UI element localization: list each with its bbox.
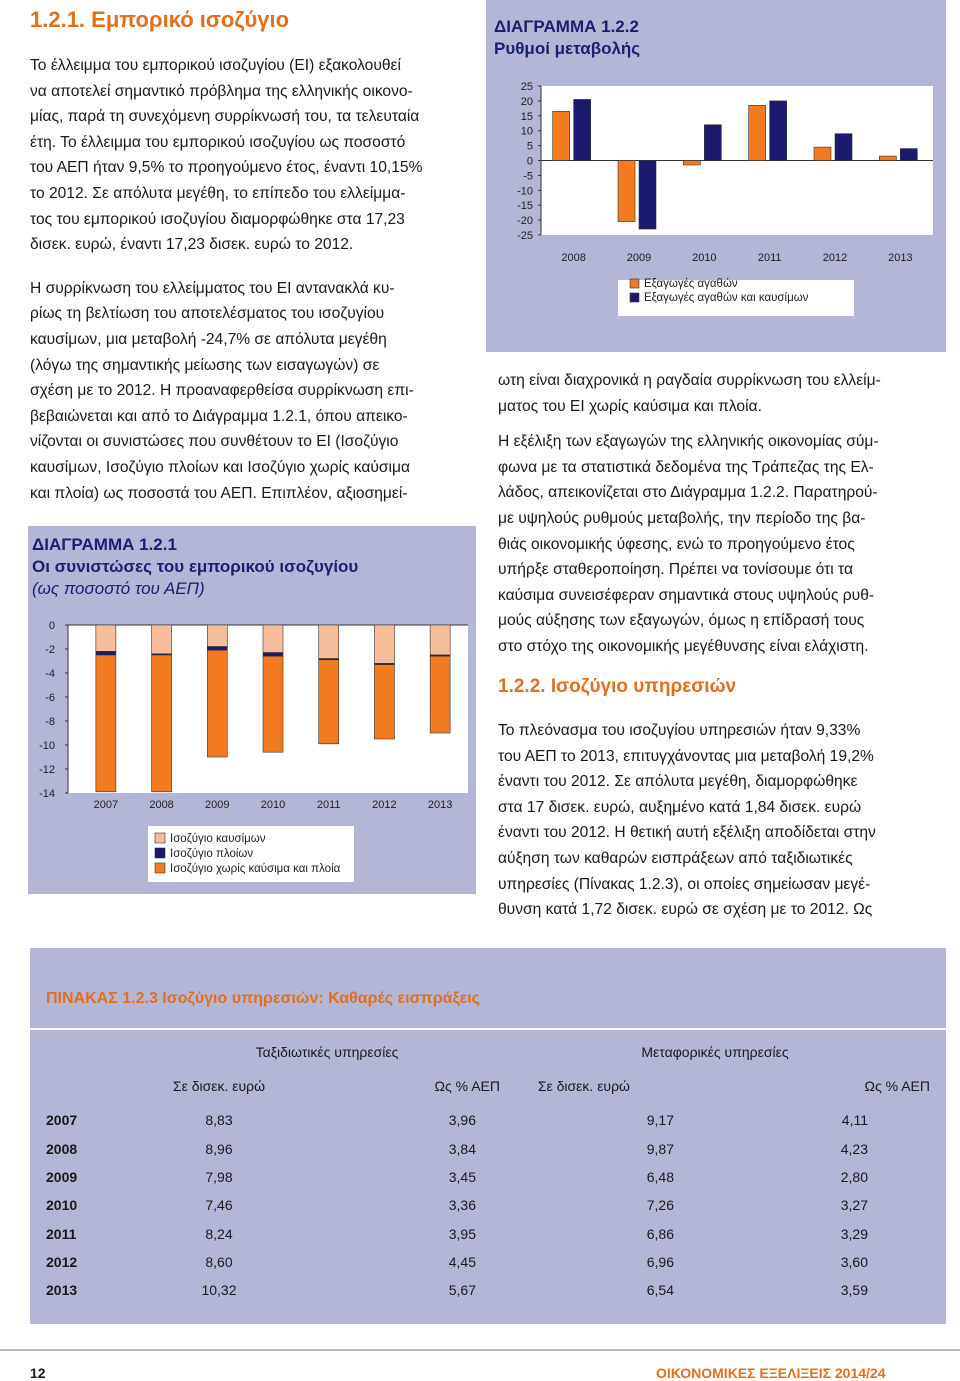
legend-swatch xyxy=(155,863,165,873)
y-tick-label: -15 xyxy=(517,200,533,213)
bar-2012-series-2 xyxy=(374,665,394,739)
bar-2009-series-0 xyxy=(207,625,227,647)
text-line: ρίως τη βελτίωση του αποτελέσματος του ισοζυγίου xyxy=(30,305,385,323)
text-line: τος του εμπορικού ισοζυγίου διαμορφώθηκε στα 17,23 xyxy=(30,210,405,228)
bar-2013-series-0 xyxy=(879,156,896,160)
diagram-1-2-1-subtitle: (ως ποσοστό του ΑΕΠ) xyxy=(32,579,205,598)
x-tick-label: 2010 xyxy=(692,252,717,264)
text-line: θιάς οικονομικής ύφεσης, ενώ το προηγούμενο έτος xyxy=(498,535,855,553)
y-tick-label: -4 xyxy=(45,668,55,680)
text-line: με υψηλούς ρυθμούς μεταβολής, την περίοδο της βα- xyxy=(498,509,866,527)
y-tick-label: -8 xyxy=(45,716,55,728)
text-line: Το έλλειμμα του εμπορικού ισοζυγίου (ΕΙ) εξακολουθεί xyxy=(30,57,401,74)
text-line: φωνα με τα στατιστικά δεδομένα της Τράπεζας της Ελ- xyxy=(498,458,874,476)
y-tick-label: 15 xyxy=(520,110,533,123)
bar-2008-series-1 xyxy=(574,99,591,160)
table-cell: 3,29 xyxy=(840,1225,868,1242)
diagram-1-2-2-chart xyxy=(486,0,946,352)
table-cell: 7,46 xyxy=(205,1197,233,1214)
table-cell: 10,32 xyxy=(201,1282,237,1299)
row-year: 2007 xyxy=(46,1112,78,1129)
bar-2012-series-0 xyxy=(374,625,394,663)
footer-rule xyxy=(0,1349,960,1351)
paragraph-deficit-trend xyxy=(498,368,930,419)
table-cell: 6,86 xyxy=(646,1225,674,1242)
bar-2012-series-0 xyxy=(814,147,831,160)
bar-2013-series-1 xyxy=(900,149,917,161)
table-row xyxy=(46,1106,930,1134)
text-line: του ΑΕΠ ήταν 9,5% το προηγούμενο έτος, έναντι 10,15% xyxy=(30,159,423,177)
table-row xyxy=(46,1248,930,1276)
table-cell: 3,45 xyxy=(448,1169,476,1186)
text-line: Η συρρίκνωση του ελλείμματος του ΕΙ αντανακλά κυ- xyxy=(30,279,395,297)
x-tick-label: 2011 xyxy=(757,252,782,264)
text-line: Το πλεόνασμα του ισοζυγίου υπηρεσιών ήταν 9,33% xyxy=(498,722,861,739)
y-tick-label: -5 xyxy=(523,170,533,183)
paragraph-trade-deficit xyxy=(30,53,463,258)
text-line: νίζονται οι συνιστώσες που συνθέτουν το ΕΙ (Ισοζύγιο xyxy=(30,433,399,451)
legend-label: Ισοζύγιο πλοίων xyxy=(170,848,254,860)
row-year: 2012 xyxy=(46,1253,78,1270)
row-year: 2013 xyxy=(46,1282,78,1299)
text-line: και πλοία) ως ποσοστά του ΑΕΠ. Επιπλέον, αξιοσημεί- xyxy=(30,484,408,502)
row-year: 2009 xyxy=(46,1169,78,1186)
table-cell: 3,36 xyxy=(448,1197,476,1214)
table-cell: 8,83 xyxy=(205,1112,233,1129)
table-cell: 9,17 xyxy=(646,1112,674,1129)
bar-2012-series-1 xyxy=(835,134,852,161)
table-cell: 7,98 xyxy=(205,1169,233,1186)
table-cell: 4,23 xyxy=(840,1140,868,1157)
table-1-2-3-panel xyxy=(30,948,946,1324)
bar-2010-series-1 xyxy=(704,125,721,161)
group-header-transport: Μεταφορικές υπηρεσίες xyxy=(641,1044,789,1061)
bar-2010-series-1 xyxy=(263,653,283,657)
services-table xyxy=(46,1038,930,1304)
text-line: στα 17 δισεκ. ευρώ, αυξημένο κατά 1,84 δισεκ. ευρώ xyxy=(498,798,862,816)
legend-swatch xyxy=(155,833,165,843)
text-line: έναντι του 2012. Σε απόλυτα μεγέθη, διαμορφώθηκε xyxy=(498,773,858,791)
text-line: λάδος, απεικονίζεται στο Διάγραμμα 1.2.2. Παρατηρού- xyxy=(498,484,878,502)
diagram-1-2-1-title: Οι συνιστώσες του εμπορικού ισοζυγίου xyxy=(32,557,359,576)
table-title: ΠΙΝΑΚΑΣ 1.2.3 Ισοζύγιο υπηρεσιών: Καθαρές εισπράξεις xyxy=(46,990,480,1007)
table-cell: 3,96 xyxy=(448,1112,476,1129)
text-line: καυσίμων, μια μεταβολή -24,7% σε απόλυτα μεγέθη xyxy=(30,330,387,348)
x-tick-label: 2010 xyxy=(260,799,286,811)
table-cell: 8,24 xyxy=(205,1225,233,1242)
bar-2008-series-2 xyxy=(152,655,172,792)
diagram-1-2-1-label: ΔΙΑΓΡΑΜΜΑ 1.2.1 xyxy=(32,535,177,554)
publication-name xyxy=(656,1365,885,1381)
text-line: Η εξέλιξη των εξαγωγών της ελληνικής οικονομίας σύμ- xyxy=(498,433,879,451)
x-tick-label: 2008 xyxy=(149,799,174,811)
row-year: 2011 xyxy=(46,1225,77,1242)
y-tick-label: -20 xyxy=(517,215,533,228)
text-line: στο στόχο της οικονομικής μεγέθυνσης είναι ελάχιστη. xyxy=(498,637,869,655)
table-cell: 3,95 xyxy=(448,1225,476,1242)
bar-2008-series-0 xyxy=(152,625,172,654)
table-cell: 3,84 xyxy=(448,1140,476,1157)
table-cell: 8,96 xyxy=(205,1140,233,1157)
bar-2009-series-1 xyxy=(207,647,227,651)
diagram-1-2-1-panel xyxy=(28,526,476,894)
section-heading-services-balance: 1.2.2. Ισοζύγιο υπηρεσιών xyxy=(498,676,737,697)
table-cell: 4,11 xyxy=(841,1112,868,1129)
table-cell: 6,54 xyxy=(646,1282,674,1299)
paragraph-deficit-shrinkage xyxy=(30,276,463,506)
y-tick-label: -6 xyxy=(45,692,55,704)
paragraph-exports xyxy=(498,429,930,659)
page-number: 12 xyxy=(30,1365,46,1381)
publication-title: ΟΙΚΟΝΟΜΙΚΕΣ ΕΞΕΛΙΞΕΙΣ xyxy=(656,1365,831,1381)
y-tick-label: -10 xyxy=(39,740,55,752)
text-line: δισεκ. ευρώ, έναντι 17,23 δισεκ. ευρώ το 2012. xyxy=(30,236,354,254)
x-tick-label: 2013 xyxy=(888,252,913,264)
text-line: ωτη είναι διαχρονικά η ραγδαία συρρίκνωση του ελλείμ- xyxy=(498,372,881,389)
text-line: θυνση κατά 1,72 δισεκ. ευρώ σε σχέση με το 2012. Ως xyxy=(498,901,873,919)
table-cell: 6,96 xyxy=(646,1253,674,1270)
right-text-block xyxy=(498,368,930,660)
text-line: ματος του ΕΙ χωρίς καύσιμα και πλοία. xyxy=(498,397,762,415)
y-tick-label: -25 xyxy=(517,230,533,242)
table-cell: 6,48 xyxy=(646,1169,674,1186)
text-line: μίας, παρά τη συνεχόμενη συρρίκνωσή του, τα τελευταία xyxy=(30,108,420,126)
text-line: το 2012. Σε απόλυτα μεγέθη, το επίπεδο του ελλείμμα- xyxy=(30,184,406,202)
group-header-travel: Ταξιδιωτικές υπηρεσίες xyxy=(255,1044,399,1061)
bar-2007-series-1 xyxy=(96,651,116,655)
row-year: 2008 xyxy=(46,1140,78,1157)
subheader-travel-gdp: Ως % ΑΕΠ xyxy=(434,1078,500,1095)
bar-2007-series-0 xyxy=(96,625,116,651)
text-line: καύσιμα συνεισέφεραν σημαντικά στους υψηλούς ρυθ- xyxy=(498,586,875,604)
table-row xyxy=(46,1191,930,1219)
bar-2009-series-0 xyxy=(618,161,635,222)
table-row xyxy=(46,1276,930,1304)
subheader-transport-eur: Σε δισεκ. ευρώ xyxy=(537,1078,630,1095)
subheader-travel-eur: Σε δισεκ. ευρώ xyxy=(172,1078,266,1095)
text-line: βεβαιώνεται και από το Διάγραμμα 1.2.1, όπου απεικο- xyxy=(30,407,408,425)
y-tick-label: 0 xyxy=(526,155,533,168)
x-tick-label: 2011 xyxy=(316,799,341,811)
text-line: έναντι του 2012. Η θετική αυτή εξέλιξη αποδίδεται στην xyxy=(498,824,876,842)
bar-2010-series-0 xyxy=(263,625,283,653)
table-cell: 4,45 xyxy=(448,1253,476,1270)
y-tick-label: -10 xyxy=(517,185,533,198)
y-tick-label: 25 xyxy=(520,81,533,93)
legend-label: Εξαγωγές αγαθών και καυσίμων xyxy=(644,292,809,304)
bar-2010-series-0 xyxy=(683,161,700,165)
table-cell: 9,87 xyxy=(646,1140,674,1157)
y-tick-label: 20 xyxy=(520,95,533,108)
table-cell: 8,60 xyxy=(205,1253,233,1270)
y-tick-label: 5 xyxy=(526,140,533,153)
legend-swatch xyxy=(630,279,639,288)
left-text-block xyxy=(30,53,463,506)
y-tick-label: 0 xyxy=(48,620,55,632)
section-heading-trade-balance: 1.2.1. Εμπορικό ισοζύγιο xyxy=(30,7,290,32)
table-row xyxy=(46,1135,930,1163)
bar-2010-series-2 xyxy=(263,656,283,752)
bar-2009-series-2 xyxy=(207,650,227,757)
paragraph-services-surplus xyxy=(498,718,930,923)
diagram-1-2-1-chart xyxy=(28,526,476,894)
text-line: να αποτελεί σημαντικό πρόβλημα της ελληνικής οικονο- xyxy=(30,82,413,100)
table-row xyxy=(46,1163,930,1191)
bar-2011-series-2 xyxy=(319,660,339,744)
table-cell: 7,26 xyxy=(646,1197,674,1214)
text-line: (λόγω της σημαντικής μείωσης των εισαγωγών) σε xyxy=(30,356,380,374)
diagram-1-2-2-panel xyxy=(486,0,946,352)
text-line: έτη. Το έλλειμμα του εμπορικού ισοζυγίου ως ποσοστό xyxy=(30,133,406,151)
x-tick-label: 2009 xyxy=(626,252,652,264)
subheader-transport-gdp: Ως % ΑΕΠ xyxy=(864,1078,930,1095)
bar-2011-series-0 xyxy=(749,105,766,160)
right-text-block-services xyxy=(498,718,930,923)
diagram-1-2-2-title: Ρυθμοί μεταβολής xyxy=(494,39,641,58)
text-line: σχέση με το 2012. Η προαναφερθείσα συρρίκνωση επι- xyxy=(30,382,414,400)
x-tick-label: 2012 xyxy=(372,799,397,811)
text-line: υπήρξε σταθεροποίηση. Πρέπει να τονίσουμε ότι τα xyxy=(498,561,853,579)
bar-2009-series-1 xyxy=(639,161,656,230)
bar-2011-series-0 xyxy=(319,625,339,659)
x-tick-label: 2008 xyxy=(561,252,586,264)
text-line: αύξηση των καθαρών εισπράξεων από ταξιδιωτικές xyxy=(498,849,853,867)
y-tick-label: -2 xyxy=(45,644,55,656)
text-line: του ΑΕΠ το 2013, επιτυγχάνοντας μια μεταβολή 19,2% xyxy=(498,747,874,765)
text-line: καυσίμων, Ισοζύγιο πλοίων και Ισοζύγιο χωρίς καύσιμα xyxy=(30,458,410,476)
y-tick-label: 10 xyxy=(520,125,533,138)
bar-2013-series-2 xyxy=(430,656,450,733)
divider xyxy=(30,1028,946,1030)
text-line: υπηρεσίες (Πίνακας 1.2.3), οι οποίες σημείωσαν μεγέ- xyxy=(498,875,871,893)
table-cell: 5,67 xyxy=(448,1282,476,1299)
table-cell: 2,80 xyxy=(840,1169,868,1186)
bar-2007-series-2 xyxy=(96,655,116,792)
table-cell: 3,59 xyxy=(840,1282,868,1299)
legend-label: Εξαγωγές αγαθών xyxy=(644,278,738,290)
bar-2008-series-0 xyxy=(553,111,570,160)
x-tick-label: 2009 xyxy=(205,799,230,811)
x-tick-label: 2013 xyxy=(427,799,453,811)
table-cell: 3,27 xyxy=(840,1197,868,1214)
row-year: 2010 xyxy=(46,1197,78,1214)
publication-issue: 2014/24 xyxy=(834,1365,886,1381)
bar-2011-series-1 xyxy=(770,101,787,161)
x-tick-label: 2012 xyxy=(822,252,848,264)
diagram-1-2-2-label: ΔΙΑΓΡΑΜΜΑ 1.2.2 xyxy=(494,17,639,36)
legend-label: Ισοζύγιο καυσίμων xyxy=(170,833,266,845)
bar-2013-series-0 xyxy=(430,625,450,655)
y-tick-label: -14 xyxy=(39,788,55,800)
legend-swatch xyxy=(155,848,165,858)
legend-label: Ισοζύγιο χωρίς καύσιμα και πλοία xyxy=(170,863,341,875)
table-row xyxy=(46,1219,930,1247)
y-tick-label: -12 xyxy=(39,764,55,776)
text-line: μούς αύξησης των εξαγωγών, όμως η επίδρασή τους xyxy=(498,612,865,630)
x-tick-label: 2007 xyxy=(93,799,119,811)
legend-swatch xyxy=(630,293,639,302)
table-cell: 3,60 xyxy=(840,1253,868,1270)
